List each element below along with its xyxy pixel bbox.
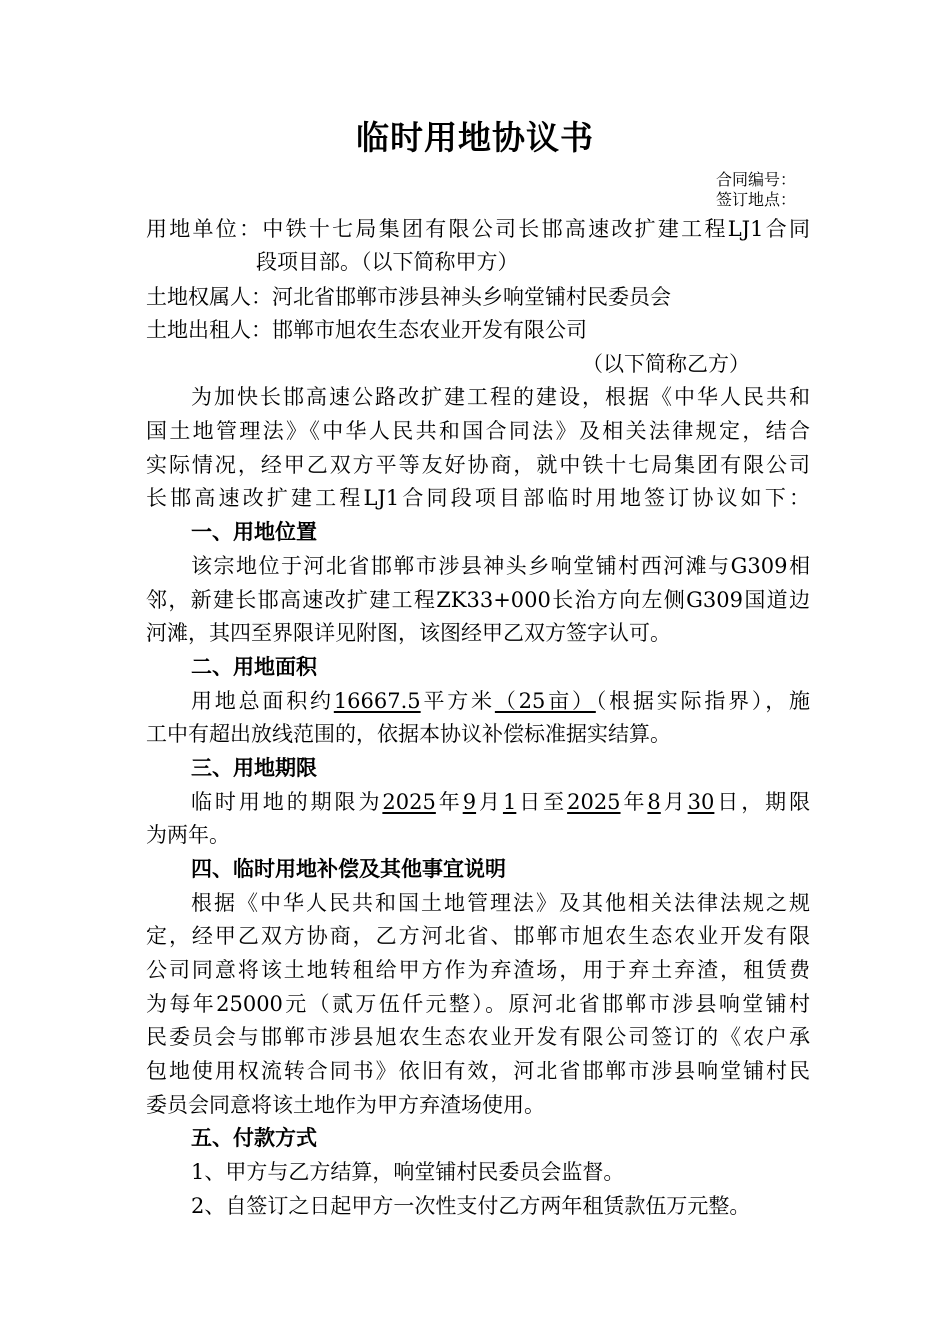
compensation-line-4: 为每年25000元（贰万伍仟元整）。原河北省邯郸市涉县响堂铺村 <box>146 992 810 1016</box>
month-char: 月 <box>476 790 503 814</box>
section-heading-term: 三、用地期限 <box>191 756 317 780</box>
start-year: 2025 <box>382 790 436 814</box>
compensation-line-6: 包地使用权流转合同书》依旧有效，河北省邯郸市涉县响堂铺村民 <box>146 1059 810 1083</box>
start-day: 1 <box>502 790 517 814</box>
section-heading-location: 一、用地位置 <box>191 520 317 544</box>
area-value: 16667.5 <box>333 689 421 713</box>
term-line-2: 为两年。 <box>146 823 230 847</box>
end-year: 2025 <box>567 790 621 814</box>
day-to: 日至 <box>516 790 568 814</box>
preamble-line-4: 长邯高速改扩建工程LJ1合同段项目部临时用地签订协议如下： <box>146 486 810 510</box>
year-char: 年 <box>620 790 648 814</box>
term-end: 日，期限 <box>714 790 810 814</box>
location-line-2: 邻，新建长邯高速改扩建工程ZK33+000长治方向左侧G309国道边 <box>146 588 810 612</box>
land-owner-line: 土地权属人：河北省邯郸市涉县神头乡响堂铺村民委员会 <box>146 285 671 309</box>
area-unit: 平方米 <box>420 689 495 713</box>
area-line-2: 工中有超出放线范围的，依据本协议补偿标准据实结算。 <box>146 722 671 746</box>
term-text: 临时用地的期限为 <box>191 790 383 814</box>
signing-place-label: 签订地点： <box>715 190 796 209</box>
contract-number-label: 合同编号： <box>715 170 796 189</box>
location-line-1: 该宗地位于河北省邯郸市涉县神头乡响堂铺村西河滩与G309相 <box>191 554 810 578</box>
area-line-1 <box>191 685 810 717</box>
area-note: （根据实际指界），施 <box>595 689 810 713</box>
location-line-3: 河滩，其四至界限详见附图，该图经甲乙双方签字认可。 <box>146 621 671 645</box>
land-user-line: 用地单位：中铁十七局集团有限公司长邯高速改扩建工程LJ1合同 <box>146 217 810 241</box>
payment-item-1: 1、甲方与乙方结算，响堂铺村民委员会监督。 <box>191 1160 625 1184</box>
month-char: 月 <box>660 790 688 814</box>
year-char: 年 <box>435 790 463 814</box>
area-text: 用地总面积约 <box>191 689 334 713</box>
compensation-line-7: 委员会同意将该土地作为甲方弃渣场使用。 <box>146 1093 545 1117</box>
section-heading-area: 二、用地面积 <box>191 655 317 679</box>
compensation-line-3: 公司同意将该土地转租给甲方作为弃渣场，用于弃土弃渣，租赁费 <box>146 958 810 982</box>
area-mu: （25亩） <box>494 689 596 713</box>
party-b-note: （以下简称乙方） <box>582 352 750 376</box>
compensation-line-5: 民委员会与邯郸市涉县旭农生态农业开发有限公司签订的《农户承 <box>146 1025 810 1049</box>
end-day: 30 <box>687 790 715 814</box>
section-heading-payment: 五、付款方式 <box>191 1126 317 1150</box>
term-line-1 <box>191 786 810 818</box>
document-title: 临时用地协议书 <box>356 118 594 157</box>
section-heading-compensation: 四、临时用地补偿及其他事宜说明 <box>191 857 506 881</box>
preamble-line-1: 为加快长邯高速公路改扩建工程的建设，根据《中华人民共和 <box>191 385 810 409</box>
start-month: 9 <box>462 790 477 814</box>
compensation-line-2: 定，经甲乙双方协商，乙方河北省、邯郸市旭农生态农业开发有限 <box>146 924 810 948</box>
payment-item-2: 2、自签订之日起甲方一次性支付乙方两年租赁款伍万元整。 <box>191 1194 751 1218</box>
land-lessor-line: 土地出租人：邯郸市旭农生态农业开发有限公司 <box>146 318 587 342</box>
compensation-line-1: 根据《中华人民共和国土地管理法》及其他相关法律法规之规 <box>191 891 810 915</box>
preamble-line-2: 国土地管理法》《中华人民共和国合同法》及相关法律规定，结合 <box>146 419 810 443</box>
preamble-line-3: 实际情况，经甲乙双方平等友好协商，就中铁十七局集团有限公司 <box>146 453 810 477</box>
land-user-line-cont: 段项目部。（以下简称甲方） <box>256 250 519 274</box>
end-month: 8 <box>647 790 661 814</box>
